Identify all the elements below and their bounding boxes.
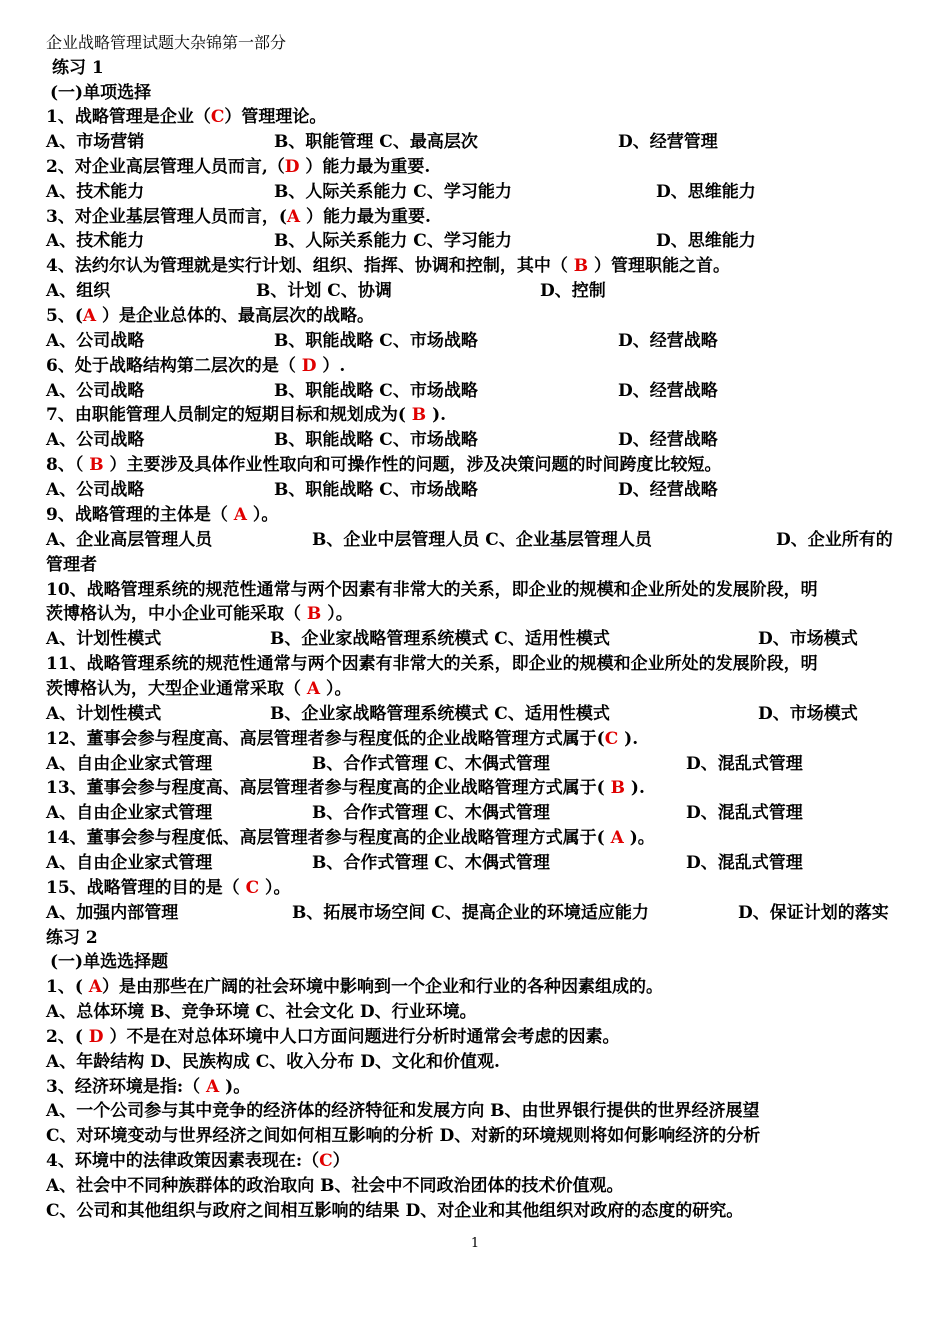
question: 8、（ B ）主要涉及具体作业性取向和可操作性的问题，涉及决策问题的时间跨度比较短。: [46, 455, 722, 475]
options-row: A、公司战略 B、职能战略 C、市场战略 D、经营战略: [46, 381, 718, 401]
answer: B: [573, 256, 589, 276]
options-row: A、公司战略 B、职能战略 C、市场战略 D、经营战略: [46, 480, 718, 500]
question: 4、环境中的法律政策因素表现在:（C）: [46, 1151, 350, 1171]
question: 茨博格认为，中小企业可能采取（ B ）。: [46, 604, 353, 624]
answer: B: [306, 604, 322, 624]
question: 3、经济环境是指:（ A )。: [46, 1077, 251, 1097]
answer: B: [89, 455, 104, 475]
section-heading: 练习 2: [46, 928, 98, 948]
page-number: 1: [470, 1236, 480, 1251]
question: 茨博格认为，大型企业通常采取（ A ）。: [46, 679, 352, 699]
question: 2、( D ）不是在对总体环境中人口方面问题进行分析时通常会考虑的因素。: [46, 1027, 620, 1047]
question: 3、对企业基层管理人员而言，(A ）能力最为重要.: [46, 207, 431, 227]
question: 2、对企业高层管理人员而言,（D ）能力最为重要.: [46, 157, 431, 177]
answer: B: [610, 778, 625, 798]
options-row: A、计划性模式 B、企业家战略管理系统模式 C、适用性模式 D、市场模式: [46, 704, 858, 724]
question: 10、战略管理系统的规范性通常与两个因素有非常大的关系，即企业的规模和企业所处的发展阶段，明: [46, 580, 818, 600]
options-row: A、市场营销 B、职能管理 C、最高层次 D、经营管理: [46, 132, 718, 152]
answer: C: [319, 1151, 333, 1171]
options-row: A、企业高层管理人员 B、企业中层管理人员 C、企业基层管理人员 D、企业所有的: [46, 530, 893, 550]
answer: D: [284, 157, 300, 177]
answer: A: [610, 828, 624, 848]
answer: C: [604, 729, 619, 749]
question: 12、董事会参与程度高、高层管理者参与程度低的企业战略管理方式属于(C ).: [46, 729, 639, 749]
question: 1、战略管理是企业（C）管理理论。: [46, 107, 327, 127]
question: 1、( A）是由那些在广阔的社会环境中影响到一个企业和行业的各种因素组成的。: [46, 977, 663, 997]
options-row: A、公司战略 B、职能战略 C、市场战略 D、经营战略: [46, 430, 718, 450]
question: 13、董事会参与程度高、高层管理者参与程度高的企业战略管理方式属于( B ).: [46, 778, 645, 798]
continuation-line: 管理者: [46, 555, 97, 575]
document-title: 企业战略管理试题大杂锦第一部分: [46, 33, 287, 52]
options-row: C、对环境变动与世界经济之间如何相互影响的分析 D、对新的环境规则将如何影响经济的分析: [46, 1126, 761, 1146]
answer: D: [301, 356, 317, 376]
answer: B: [411, 405, 427, 425]
question: 6、处于战略结构第二层次的是（ D ）.: [46, 356, 346, 376]
section-subheading: (一)单项选择: [50, 83, 152, 103]
options-row: A、社会中不同种族群体的政治取向 B、社会中不同政治团体的技术价值观。: [46, 1176, 624, 1196]
options-row: A、组织 B、计划 C、协调 D、控制: [46, 281, 606, 301]
section-subheading: (一)单选选择题: [50, 952, 169, 972]
answer: D: [88, 1027, 104, 1047]
answer: A: [306, 679, 321, 699]
question: 15、战略管理的目的是（ C ）。: [46, 878, 291, 898]
options-row: A、自由企业家式管理 B、合作式管理 C、木偶式管理 D、混乱式管理: [46, 754, 803, 774]
answer: A: [82, 306, 97, 326]
question: 14、董事会参与程度低、高层管理者参与程度高的企业战略管理方式属于( A )。: [46, 828, 655, 848]
options-row: A、技术能力 B、人际关系能力 C、学习能力 D、思维能力: [46, 182, 756, 202]
options-row: A、自由企业家式管理 B、合作式管理 C、木偶式管理 D、混乱式管理: [46, 853, 803, 873]
answer: A: [286, 207, 301, 227]
options-row: C、公司和其他组织与政府之间相互影响的结果 D、对企业和其他组织对政府的态度的研究。: [46, 1201, 744, 1221]
answer: C: [245, 878, 260, 898]
answer: A: [233, 505, 247, 525]
options-row: A、技术能力 B、人际关系能力 C、学习能力 D、思维能力: [46, 231, 756, 251]
options-row: A、一个公司参与其中竞争的经济体的经济特征和发展方向 B、由世界银行提供的世界经济展望: [46, 1101, 760, 1121]
options-row: A、公司战略 B、职能战略 C、市场战略 D、经营战略: [46, 331, 718, 351]
question: 7、由职能管理人员制定的短期目标和规划成为( B ).: [46, 405, 447, 425]
question: 11、战略管理系统的规范性通常与两个因素有非常大的关系，即企业的规模和企业所处的发展阶段，明: [46, 654, 818, 674]
options-row: A、总体环境 B、竞争环境 C、社会文化 D、行业环境。: [46, 1002, 477, 1022]
answer: A: [88, 977, 102, 997]
options-row: A、加强内部管理 B、拓展市场空间 C、提高企业的环境适应能力 D、保证计划的落实: [46, 903, 889, 923]
options-row: A、年龄结构 D、民族构成 C、收入分布 D、文化和价值观.: [46, 1052, 500, 1072]
answer: C: [210, 107, 225, 127]
options-row: A、自由企业家式管理 B、合作式管理 C、木偶式管理 D、混乱式管理: [46, 803, 803, 823]
question: 5、(A ）是企业总体的、最高层次的战略。: [46, 306, 374, 326]
answer: A: [206, 1077, 220, 1097]
question: 9、战略管理的主体是（ A ）。: [46, 505, 279, 525]
question: 4、法约尔认为管理就是实行计划、组织、指挥、协调和控制，其中（ B ）管理职能之首。: [46, 256, 731, 276]
options-row: A、计划性模式 B、企业家战略管理系统模式 C、适用性模式 D、市场模式: [46, 629, 858, 649]
section-heading: 练习 1: [52, 58, 104, 78]
